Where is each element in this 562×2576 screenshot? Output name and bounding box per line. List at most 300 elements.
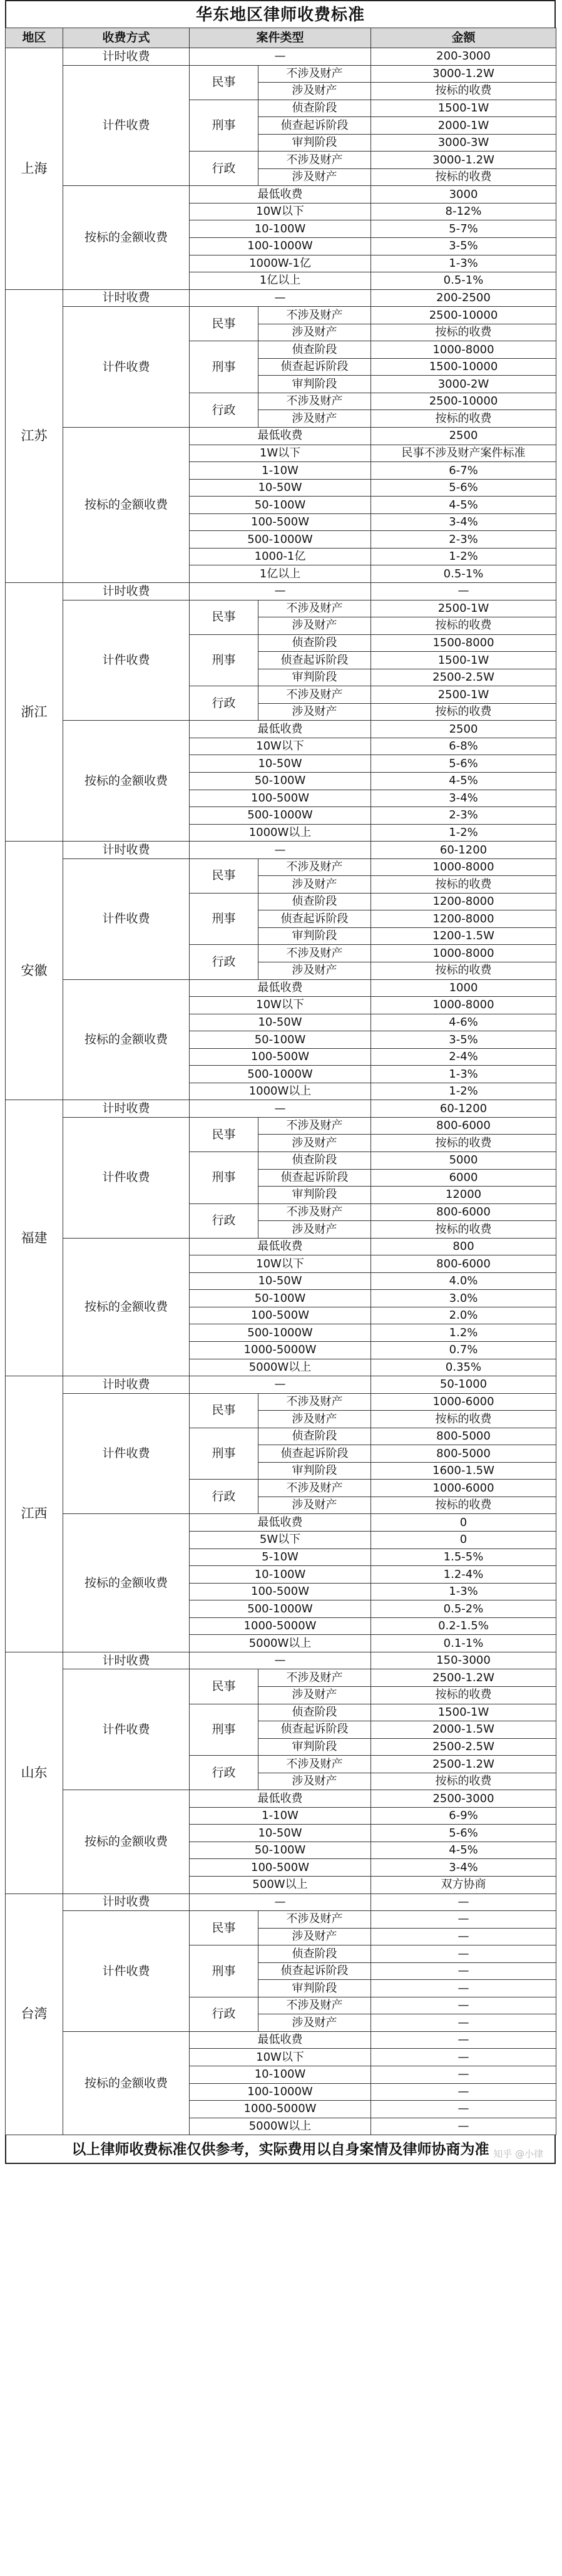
amount-cell: 1200-8000 (371, 910, 556, 928)
amount-cell: 6-8% (371, 738, 556, 755)
case-type-cell: 1000W-1亿 (190, 255, 371, 272)
case-stage-cell: 侦查起诉阶段 (258, 117, 371, 135)
amount-cell: 2500-1.2W (371, 1756, 556, 1773)
case-type-cell: 50-100W (190, 772, 371, 790)
header-region: 地区 (6, 28, 63, 48)
case-stage-cell: 涉及财产 (258, 1686, 371, 1704)
case-stage-cell: 涉及财产 (258, 324, 371, 341)
table-row (6, 1376, 556, 1394)
case-stage-cell: 侦查阶段 (258, 1704, 371, 1721)
case-stage-cell: 不涉及财产 (258, 1117, 371, 1135)
amount-cell: 2500-10000 (371, 307, 556, 324)
case-type-cell: 100-500W (190, 1307, 371, 1324)
amount-cell: 5-6% (371, 755, 556, 773)
method-cell: 按标的金额收费 (63, 1238, 190, 1376)
amount-cell: 1200-8000 (371, 893, 556, 910)
amount-cell: 6-9% (371, 1807, 556, 1825)
table-row (6, 600, 556, 617)
case-type-cell: 5000W以上 (190, 1635, 371, 1652)
method-cell: 计时收费 (63, 1376, 190, 1394)
case-stage-cell: 涉及财产 (258, 168, 371, 186)
amount-cell: 1500-10000 (371, 358, 556, 376)
method-cell: 按标的金额收费 (63, 186, 190, 289)
case-stage-cell: 涉及财产 (258, 1411, 371, 1428)
amount-cell: 2500-10000 (371, 393, 556, 410)
case-category-cell: 行政 (190, 686, 258, 721)
amount-cell: — (371, 1997, 556, 2014)
case-stage-cell: 涉及财产 (258, 703, 371, 721)
amount-cell: 3000-2W (371, 376, 556, 393)
amount-cell: 4.0% (371, 1272, 556, 1290)
case-stage-cell: 审判阶段 (258, 1980, 371, 1997)
amount-cell: 3000 (371, 186, 556, 204)
case-type-cell: 1-10W (190, 1807, 371, 1825)
case-stage-cell: 审判阶段 (258, 1187, 371, 1204)
amount-cell: 1.2-4% (371, 1566, 556, 1584)
table-row (6, 2031, 556, 2049)
footer-note (5, 2135, 556, 2164)
case-type-cell: 500-1000W (190, 1600, 371, 1618)
amount-cell: 按标的收费 (371, 617, 556, 635)
amount-cell: 0.5-1% (371, 565, 556, 583)
region-cell: 浙江 (6, 582, 63, 841)
amount-cell: — (371, 2049, 556, 2066)
case-stage-cell: 不涉及财产 (258, 1669, 371, 1687)
footer-text: 以上律师收费标准仅供参考，实际费用以自身案情及律师协商为准 (71, 2141, 489, 2158)
case-type-cell: — (190, 1100, 371, 1118)
amount-cell: 按标的收费 (371, 1411, 556, 1428)
amount-cell: 双方协商 (371, 1876, 556, 1893)
case-stage-cell: 涉及财产 (258, 617, 371, 635)
case-type-cell: 5000W以上 (190, 2118, 371, 2135)
amount-cell: 1000 (371, 979, 556, 997)
case-type-cell: 5000W以上 (190, 1359, 371, 1376)
case-stage-cell: 涉及财产 (258, 1135, 371, 1152)
case-category-cell: 行政 (190, 393, 258, 427)
amount-cell: 800-5000 (371, 1428, 556, 1445)
case-type-cell: 10-100W (190, 220, 371, 238)
amount-cell: 0.7% (371, 1342, 556, 1359)
case-stage-cell: 侦查起诉阶段 (258, 1169, 371, 1187)
amount-cell: 800-6000 (371, 1117, 556, 1135)
case-category-cell: 民事 (190, 65, 258, 100)
table-row (6, 307, 556, 324)
page-title: 华东地区律师收费标准 (5, 0, 556, 28)
amount-cell: 1600-1.5W (371, 1462, 556, 1480)
amount-cell: — (371, 1945, 556, 1963)
case-stage-cell: 涉及财产 (258, 1497, 371, 1514)
amount-cell: 按标的收费 (371, 876, 556, 894)
case-stage-cell: 不涉及财产 (258, 1480, 371, 1497)
case-stage-cell: 涉及财产 (258, 2014, 371, 2032)
case-category-cell: 民事 (190, 1669, 258, 1704)
case-type-cell: — (190, 1893, 371, 1911)
table-row (6, 65, 556, 83)
case-type-cell: 100-1000W (190, 2083, 371, 2101)
amount-cell: 民事不涉及财产案件标准 (371, 445, 556, 462)
amount-cell: 按标的收费 (371, 962, 556, 979)
case-type-cell: 10W以下 (190, 997, 371, 1014)
amount-cell: 200-2500 (371, 289, 556, 307)
case-stage-cell: 审判阶段 (258, 927, 371, 945)
case-type-cell: 5W以下 (190, 1532, 371, 1549)
case-category-cell: 刑事 (190, 1152, 258, 1204)
table-header-row (6, 28, 556, 48)
case-stage-cell: 不涉及财产 (258, 858, 371, 876)
case-type-cell: 10-50W (190, 1014, 371, 1031)
case-type-cell: 最低收费 (190, 979, 371, 997)
amount-cell: 4-5% (371, 772, 556, 790)
case-type-cell: 最低收费 (190, 1514, 371, 1532)
amount-cell: 6-7% (371, 462, 556, 480)
case-type-cell: 100-500W (190, 1048, 371, 1066)
amount-cell: 8-12% (371, 203, 556, 220)
case-type-cell: 10W以下 (190, 2049, 371, 2066)
method-cell: 计时收费 (63, 48, 190, 66)
amount-cell: — (371, 2014, 556, 2032)
case-category-cell: 民事 (190, 1117, 258, 1151)
method-cell: 计件收费 (63, 65, 190, 186)
amount-cell: — (371, 2083, 556, 2101)
amount-cell: 3-4% (371, 513, 556, 531)
method-cell: 计件收费 (63, 858, 190, 979)
case-type-cell: — (190, 1652, 371, 1669)
case-type-cell: 1-10W (190, 462, 371, 480)
fee-table-sheet (5, 0, 556, 2164)
case-category-cell: 民事 (190, 858, 258, 893)
amount-cell: 60-1200 (371, 1100, 556, 1118)
case-category-cell: 民事 (190, 307, 258, 341)
case-stage-cell: 侦查起诉阶段 (258, 1721, 371, 1739)
method-cell: 计件收费 (63, 600, 190, 721)
case-type-cell: 最低收费 (190, 1238, 371, 1255)
amount-cell: 1000-8000 (371, 341, 556, 359)
case-category-cell: 刑事 (190, 1428, 258, 1480)
case-type-cell: — (190, 48, 371, 66)
table-row (6, 428, 556, 445)
case-type-cell: 500-1000W (190, 1324, 371, 1342)
case-type-cell: 最低收费 (190, 186, 371, 204)
case-stage-cell: 侦查起诉阶段 (258, 652, 371, 669)
case-type-cell: 最低收费 (190, 721, 371, 738)
case-type-cell: 50-100W (190, 1842, 371, 1859)
amount-cell: 1000-6000 (371, 1480, 556, 1497)
case-type-cell: 1000-5000W (190, 2101, 371, 2118)
case-stage-cell: 侦查起诉阶段 (258, 910, 371, 928)
amount-cell: 按标的收费 (371, 410, 556, 428)
case-type-cell: 500W以上 (190, 1876, 371, 1893)
amount-cell: 2500-3000 (371, 1790, 556, 1808)
method-cell: 计时收费 (63, 1100, 190, 1118)
region-cell: 台湾 (6, 1893, 63, 2135)
case-stage-cell: 不涉及财产 (258, 945, 371, 962)
case-type-cell: 100-500W (190, 1583, 371, 1600)
amount-cell: 2-3% (371, 807, 556, 825)
case-type-cell: 10W以下 (190, 1255, 371, 1273)
amount-cell: 800-5000 (371, 1445, 556, 1463)
case-category-cell: 民事 (190, 1911, 258, 1945)
case-type-cell: 最低收费 (190, 2031, 371, 2049)
case-type-cell: 1000W以上 (190, 1083, 371, 1100)
case-category-cell: 行政 (190, 1997, 258, 2031)
case-stage-cell: 不涉及财产 (258, 1911, 371, 1929)
case-category-cell: 民事 (190, 1393, 258, 1428)
amount-cell: — (371, 1911, 556, 1929)
method-cell: 按标的金额收费 (63, 1514, 190, 1652)
amount-cell: 2500-1.2W (371, 1669, 556, 1687)
amount-cell: 按标的收费 (371, 168, 556, 186)
table-row (6, 858, 556, 876)
amount-cell: 3000-1.2W (371, 152, 556, 169)
amount-cell: — (371, 1980, 556, 1997)
amount-cell: 3-5% (371, 238, 556, 255)
case-type-cell: 10W以下 (190, 738, 371, 755)
case-type-cell: 1亿以上 (190, 272, 371, 290)
amount-cell: 4-6% (371, 1014, 556, 1031)
case-type-cell: — (190, 289, 371, 307)
case-category-cell: 行政 (190, 945, 258, 979)
case-type-cell: 100-1000W (190, 238, 371, 255)
amount-cell: 按标的收费 (371, 324, 556, 341)
amount-cell: 1-3% (371, 1583, 556, 1600)
amount-cell: 按标的收费 (371, 1221, 556, 1239)
region-cell: 江苏 (6, 289, 63, 582)
table-row (6, 48, 556, 66)
amount-cell: 0.2-1.5% (371, 1617, 556, 1635)
case-stage-cell: 涉及财产 (258, 1221, 371, 1239)
amount-cell: 1-3% (371, 1066, 556, 1083)
table-row (6, 582, 556, 600)
table-row (6, 1514, 556, 1532)
amount-cell: — (371, 1962, 556, 1980)
amount-cell: 50-1000 (371, 1376, 556, 1394)
case-stage-cell: 涉及财产 (258, 962, 371, 979)
amount-cell: 5-7% (371, 220, 556, 238)
case-stage-cell: 不涉及财产 (258, 1393, 371, 1411)
case-category-cell: 刑事 (190, 634, 258, 686)
case-type-cell: 最低收费 (190, 428, 371, 445)
amount-cell: — (371, 2118, 556, 2135)
case-type-cell: 50-100W (190, 1031, 371, 1049)
region-cell: 江西 (6, 1376, 63, 1652)
case-category-cell: 刑事 (190, 893, 258, 945)
table-row (6, 1893, 556, 1911)
case-type-cell: 100-500W (190, 790, 371, 807)
amount-cell: 按标的收费 (371, 1773, 556, 1790)
method-cell: 按标的金额收费 (63, 2031, 190, 2135)
watermark: 知乎 @小律 (493, 2148, 543, 2160)
method-cell: 计时收费 (63, 842, 190, 859)
table-row (6, 1393, 556, 1411)
case-category-cell: 刑事 (190, 100, 258, 152)
case-stage-cell: 侦查阶段 (258, 1945, 371, 1963)
case-stage-cell: 审判阶段 (258, 669, 371, 686)
table-row (6, 1117, 556, 1135)
amount-cell: 1-3% (371, 255, 556, 272)
amount-cell: 3-4% (371, 1859, 556, 1877)
case-stage-cell: 审判阶段 (258, 376, 371, 393)
case-category-cell: 刑事 (190, 1945, 258, 1997)
amount-cell: 按标的收费 (371, 1135, 556, 1152)
case-type-cell: 10-50W (190, 755, 371, 773)
amount-cell: 2500 (371, 428, 556, 445)
case-type-cell: 1000-5000W (190, 1342, 371, 1359)
case-stage-cell: 不涉及财产 (258, 65, 371, 83)
case-type-cell: 50-100W (190, 497, 371, 514)
table-row (6, 1652, 556, 1669)
case-stage-cell: 不涉及财产 (258, 152, 371, 169)
case-stage-cell: 涉及财产 (258, 876, 371, 894)
amount-cell: 按标的收费 (371, 83, 556, 100)
case-type-cell: 10-50W (190, 1272, 371, 1290)
amount-cell: 2.0% (371, 1307, 556, 1324)
amount-cell: 800 (371, 1238, 556, 1255)
amount-cell: 1000-8000 (371, 997, 556, 1014)
amount-cell: 1500-1W (371, 1704, 556, 1721)
case-type-cell: — (190, 842, 371, 859)
case-type-cell: 1000W以上 (190, 824, 371, 842)
method-cell: 按标的金额收费 (63, 721, 190, 842)
amount-cell: 1500-1W (371, 652, 556, 669)
table-row (6, 1100, 556, 1118)
amount-cell: 800-6000 (371, 1255, 556, 1273)
case-category-cell: 行政 (190, 152, 258, 186)
amount-cell: 1.2% (371, 1324, 556, 1342)
method-cell: 计件收费 (63, 1393, 190, 1514)
amount-cell: 1000-8000 (371, 945, 556, 962)
method-cell: 计时收费 (63, 1652, 190, 1669)
case-stage-cell: 审判阶段 (258, 1738, 371, 1756)
case-type-cell: 10-100W (190, 2066, 371, 2083)
amount-cell: 1000-6000 (371, 1393, 556, 1411)
method-cell: 计件收费 (63, 1911, 190, 2032)
case-type-cell: 500-1000W (190, 1066, 371, 1083)
amount-cell: — (371, 2101, 556, 2118)
amount-cell: 1-2% (371, 824, 556, 842)
amount-cell: 1-2% (371, 548, 556, 565)
case-stage-cell: 侦查起诉阶段 (258, 1445, 371, 1463)
case-type-cell: 100-500W (190, 1859, 371, 1877)
case-type-cell: 500-1000W (190, 807, 371, 825)
amount-cell: — (371, 1893, 556, 1911)
region-cell: 安徽 (6, 842, 63, 1100)
case-type-cell: 50-100W (190, 1290, 371, 1307)
case-stage-cell: 侦查起诉阶段 (258, 1962, 371, 1980)
fee-table (5, 28, 556, 2135)
method-cell: 计件收费 (63, 1669, 190, 1790)
amount-cell: 0 (371, 1532, 556, 1549)
amount-cell: 1500-1W (371, 100, 556, 117)
region-cell: 山东 (6, 1652, 63, 1893)
case-type-cell: 1W以下 (190, 445, 371, 462)
table-row (6, 289, 556, 307)
amount-cell: 2-4% (371, 1048, 556, 1066)
amount-cell: — (371, 2031, 556, 2049)
case-type-cell: — (190, 1376, 371, 1394)
amount-cell: 150-3000 (371, 1652, 556, 1669)
region-cell: 福建 (6, 1100, 63, 1376)
case-type-cell: 1000-5000W (190, 1617, 371, 1635)
method-cell: 计时收费 (63, 1893, 190, 1911)
table-row (6, 979, 556, 997)
header-case-type: 案件类型 (190, 28, 371, 48)
case-stage-cell: 审判阶段 (258, 1462, 371, 1480)
case-type-cell: 最低收费 (190, 1790, 371, 1808)
method-cell: 计时收费 (63, 582, 190, 600)
amount-cell: 按标的收费 (371, 1686, 556, 1704)
case-stage-cell: 侦查阶段 (258, 100, 371, 117)
amount-cell: 2500-2.5W (371, 669, 556, 686)
amount-cell: 12000 (371, 1187, 556, 1204)
amount-cell: 3-4% (371, 790, 556, 807)
case-stage-cell: 不涉及财产 (258, 1203, 371, 1221)
case-stage-cell: 侦查阶段 (258, 1428, 371, 1445)
amount-cell: 3000-3W (371, 134, 556, 152)
case-stage-cell: 不涉及财产 (258, 307, 371, 324)
case-stage-cell: 不涉及财产 (258, 1756, 371, 1773)
case-stage-cell: 涉及财产 (258, 1773, 371, 1790)
amount-cell: 5000 (371, 1152, 556, 1170)
method-cell: 计时收费 (63, 289, 190, 307)
method-cell: 按标的金额收费 (63, 979, 190, 1100)
case-stage-cell: 侦查阶段 (258, 341, 371, 359)
header-method: 收费方式 (63, 28, 190, 48)
region-cell: 上海 (6, 48, 63, 290)
amount-cell: 2500 (371, 721, 556, 738)
table-row (6, 842, 556, 859)
case-type-cell: 10-50W (190, 479, 371, 497)
amount-cell: 6000 (371, 1169, 556, 1187)
table-row (6, 1790, 556, 1808)
amount-cell: 2000-1.5W (371, 1721, 556, 1739)
amount-cell: 2500-1W (371, 600, 556, 617)
method-cell: 按标的金额收费 (63, 1790, 190, 1893)
amount-cell: 1.5-5% (371, 1548, 556, 1566)
amount-cell: 2500-1W (371, 686, 556, 704)
case-type-cell: 500-1000W (190, 531, 371, 549)
amount-cell: 2500-2.5W (371, 1738, 556, 1756)
amount-cell: 3.0% (371, 1290, 556, 1307)
amount-cell: 60-1200 (371, 842, 556, 859)
amount-cell: 3000-1.2W (371, 65, 556, 83)
amount-cell: 0.35% (371, 1359, 556, 1376)
case-type-cell: 10W以下 (190, 203, 371, 220)
amount-cell: 2-3% (371, 531, 556, 549)
amount-cell: 0 (371, 1514, 556, 1532)
amount-cell: 1000-8000 (371, 858, 556, 876)
case-type-cell: 100-500W (190, 513, 371, 531)
amount-cell: — (371, 1928, 556, 1945)
method-cell: 计件收费 (63, 1117, 190, 1238)
case-category-cell: 行政 (190, 1480, 258, 1514)
amount-cell: — (371, 2066, 556, 2083)
case-category-cell: 刑事 (190, 341, 258, 393)
case-type-cell: 10-50W (190, 1825, 371, 1842)
case-type-cell: 5-10W (190, 1548, 371, 1566)
amount-cell: 5-6% (371, 479, 556, 497)
amount-cell: 0.5-1% (371, 272, 556, 290)
case-type-cell: 10-100W (190, 1566, 371, 1584)
amount-cell: 0.5-2% (371, 1600, 556, 1618)
case-stage-cell: 侦查阶段 (258, 634, 371, 652)
amount-cell: 4-5% (371, 1842, 556, 1859)
case-stage-cell: 不涉及财产 (258, 1997, 371, 2014)
case-category-cell: 行政 (190, 1756, 258, 1790)
case-stage-cell: 涉及财产 (258, 1928, 371, 1945)
amount-cell: 1-2% (371, 1083, 556, 1100)
table-row (6, 721, 556, 738)
amount-cell: 按标的收费 (371, 703, 556, 721)
